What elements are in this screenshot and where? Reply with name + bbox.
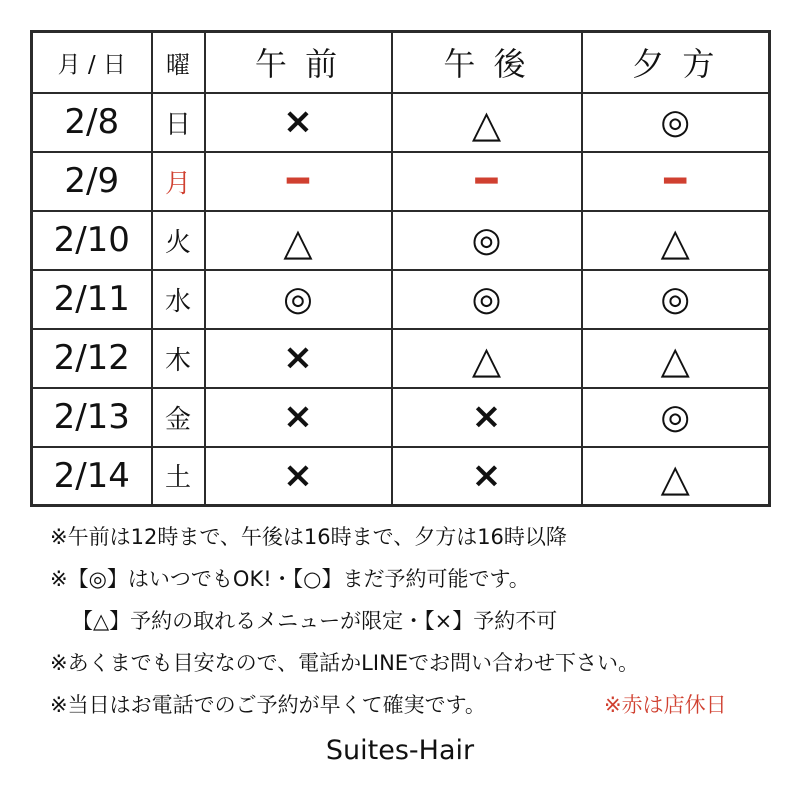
note-contact: ※あくまでも目安なので、電話かLINEでお問い合わせ下さい。 <box>50 651 640 675</box>
table-row <box>32 270 770 329</box>
afternoon-slot <box>392 93 582 152</box>
afternoon-slot <box>392 152 582 211</box>
weekday-cell: 土 <box>152 447 205 506</box>
availability-mark: ◎ <box>471 220 502 260</box>
afternoon-slot <box>392 388 582 447</box>
note-same-day: ※当日はお電話でのご予約が早くて確実です。 <box>50 693 486 717</box>
date-cell: 2/8 <box>32 93 152 152</box>
availability-mark: ◎ <box>660 397 691 437</box>
availability-mark: ◎ <box>660 279 691 319</box>
weekday-cell: 水 <box>152 270 205 329</box>
evening-header: 夕 方 <box>582 32 770 93</box>
availability-mark: × <box>282 101 314 142</box>
afternoon-slot <box>392 447 582 506</box>
table-row <box>32 152 770 211</box>
availability-mark: △ <box>471 102 502 146</box>
date-cell: 2/14 <box>32 447 152 506</box>
availability-mark: ◎ <box>660 102 691 142</box>
weekday-cell: 木 <box>152 329 205 388</box>
note-symbol-legend-cont: 【△】予約の取れるメニューが限定・【×】予約不可 <box>72 609 558 633</box>
weekday-header: 曜 <box>152 32 205 93</box>
note-symbol-legend: ※【◎】はいつでもOK!・【○】まだ予約可能です。 <box>50 567 530 591</box>
date-cell: 2/9 <box>32 152 152 211</box>
date-cell: 2/11 <box>32 270 152 329</box>
date-cell: 2/12 <box>32 329 152 388</box>
availability-mark: ◎ <box>471 279 502 319</box>
availability-mark: × <box>471 396 502 437</box>
date-cell: 2/13 <box>32 388 152 447</box>
table-row <box>32 329 770 388</box>
availability-mark: △ <box>471 338 502 382</box>
evening-slot <box>582 329 770 388</box>
evening-slot <box>582 211 770 270</box>
availability-mark: × <box>282 396 314 437</box>
table-row <box>32 447 770 506</box>
availability-mark: × <box>282 337 314 378</box>
availability-mark: − <box>471 151 502 211</box>
weekday-cell: 日 <box>152 93 205 152</box>
morning-slot <box>205 388 392 447</box>
evening-slot <box>582 152 770 211</box>
afternoon-slot <box>392 329 582 388</box>
evening-slot <box>582 93 770 152</box>
evening-slot <box>582 270 770 329</box>
evening-slot <box>582 447 770 506</box>
availability-mark: ◎ <box>283 279 313 319</box>
morning-slot <box>205 447 392 506</box>
table-row <box>32 93 770 152</box>
morning-slot <box>205 329 392 388</box>
table-row <box>32 211 770 270</box>
morning-slot <box>205 152 392 211</box>
availability-mark: △ <box>660 220 690 264</box>
weekday-cell: 金 <box>152 388 205 447</box>
date-cell: 2/10 <box>32 211 152 270</box>
morning-slot <box>205 270 392 329</box>
header-row <box>32 32 770 93</box>
availability-mark: − <box>660 151 691 211</box>
closed-day-legend: ※赤は店休日 <box>604 693 727 717</box>
availability-mark: − <box>282 151 314 211</box>
weekday-cell: 月 <box>152 152 205 211</box>
availability-mark: △ <box>660 455 690 500</box>
availability-mark: △ <box>660 338 690 382</box>
availability-mark: × <box>282 454 314 496</box>
morning-slot <box>205 93 392 152</box>
afternoon-slot <box>392 270 582 329</box>
brand-name: Suites-Hair <box>325 735 475 766</box>
date-header: 月 / 日 <box>32 32 152 93</box>
availability-mark: △ <box>283 220 313 264</box>
afternoon-header: 午 後 <box>392 32 582 93</box>
morning-header: 午 前 <box>205 32 392 93</box>
table-row <box>32 388 770 447</box>
evening-slot <box>582 388 770 447</box>
availability-mark: × <box>471 454 502 496</box>
schedule-table <box>30 30 771 507</box>
note-time-ranges: ※午前は12時まで、午後は16時まで、夕方は16時以降 <box>50 525 567 549</box>
weekday-cell: 火 <box>152 211 205 270</box>
afternoon-slot <box>392 211 582 270</box>
morning-slot <box>205 211 392 270</box>
